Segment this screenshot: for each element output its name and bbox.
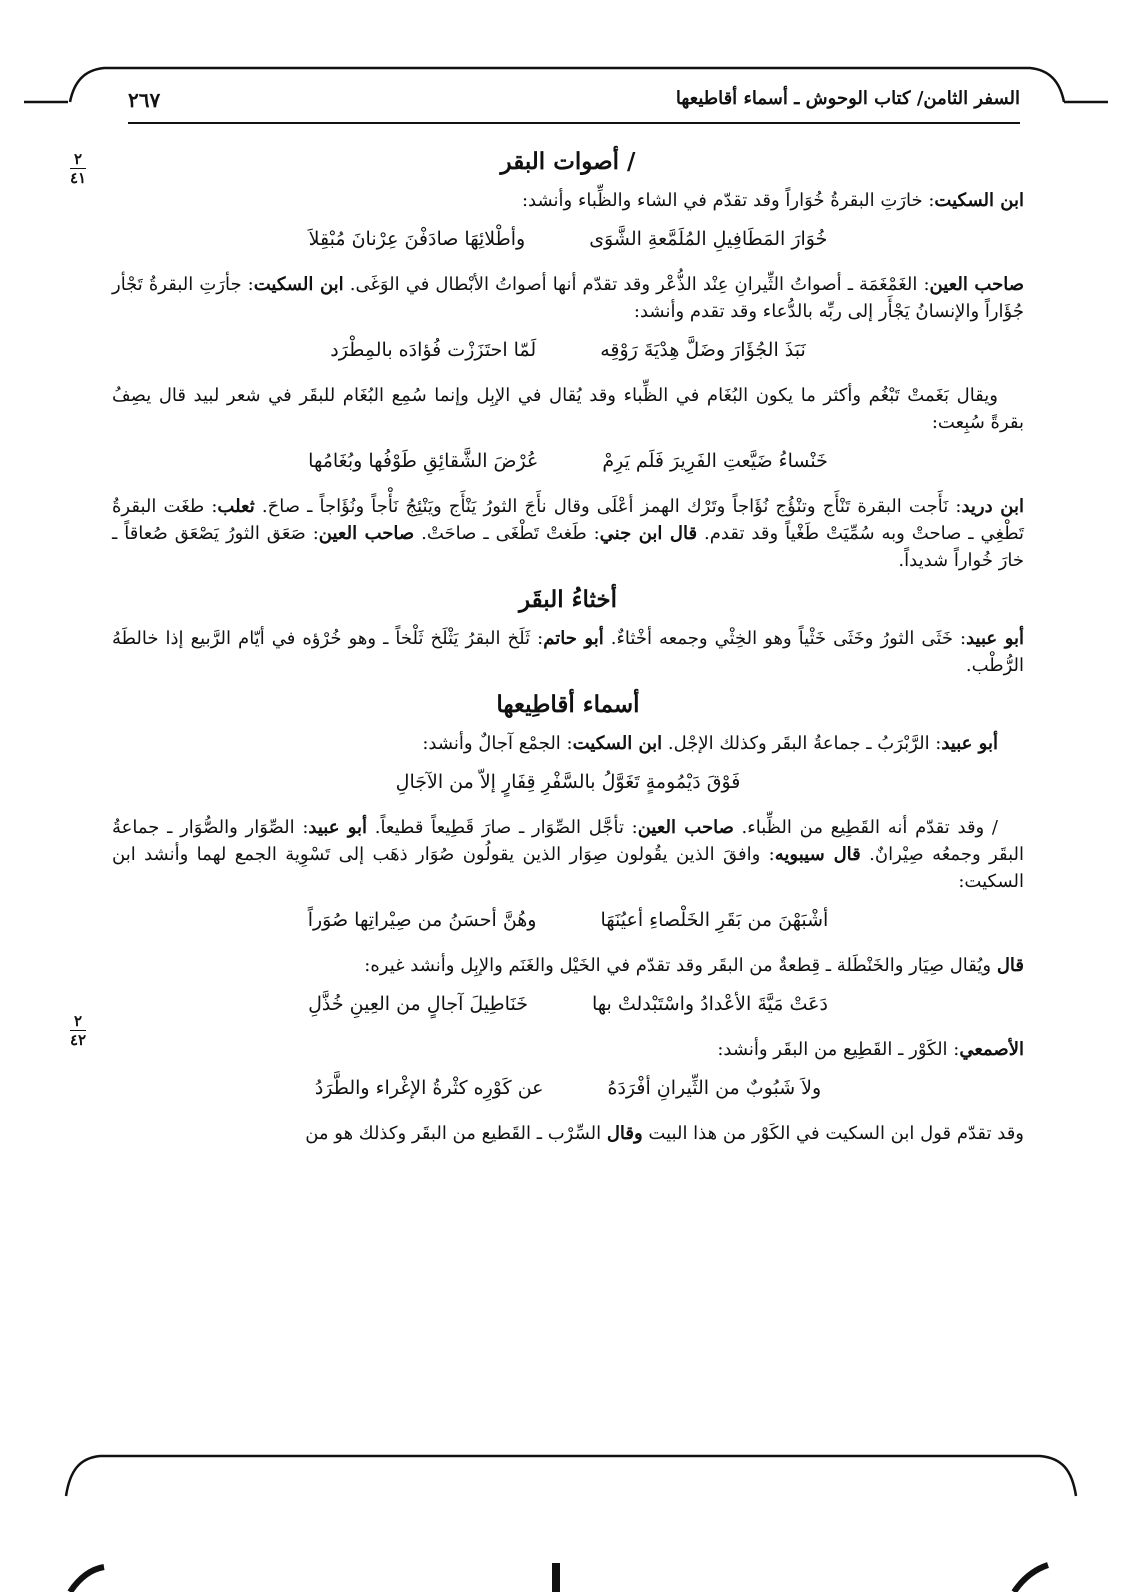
paragraph-text: : الرَّبْرَبُ ـ جماعةُ البقَر وكذلك الإجْل. [662,733,942,754]
citation-name: ابن السكيت [572,733,663,754]
verse-first-hemistich: نَبَذَ الجُؤَارَ وضَلَّ هِدْيَةَ رَوْقِه [600,339,806,361]
citation-name: صاحب العين [637,817,734,838]
citation-name: الأصمعي [959,1039,1024,1060]
paragraph-text: / وقد تقدّم أنه القَطِيع من الظِّباء. [733,817,999,838]
page-number: ٢٦٧ [128,88,161,112]
citation-name: وقال [606,1123,643,1144]
verse [112,991,1024,1018]
paragraph-text: : الصِّوَار والصُّوَار ـ جماعةُ البقَر وجمعُه صِيْرانٌ. [112,817,1024,865]
paragraph [112,493,1024,574]
citation-name: صاحب العين [318,523,415,544]
verse [112,1075,1024,1102]
margin-note-denominator: ٤٢ [70,1031,87,1049]
verse-first-hemistich: خُوَارَ المَطَافِيلِ المُلَمَّعةِ الشَّوَى [589,228,828,250]
citation-name: أبو عبيد [966,628,1024,649]
paragraph-text: : الجمْع آجالٌ وأنشد: [422,733,573,754]
verse-first-hemistich: ولاَ شَبُوبٌ من الثِّيرانِ أفْرَدَهُ [607,1077,822,1099]
citation-name: قال سيبويه [774,844,861,865]
paragraph-text: : الكَوْر ـ القَطِيع من البقَر وأنشد: [717,1039,960,1060]
paragraph-text: : خَثَى الثورُ وخَثَى خَثْياً وهو الخِثْي وجمعه أخْثاءٌ. [603,628,967,649]
paragraph-text: : تأجَّل الصِّوَار ـ صارَ قَطِيعاً قطيعاً. [367,817,638,838]
citation-name: أبو حاتم [543,628,604,649]
verse-second-hemistich: عن كَوْرِه كثْرةُ الإغْراء والطَّرَدُ [314,1077,544,1099]
verse-second-hemistich: وأطْلائِهَا صادَفْنَ عِرْنانَ مُبْقِلاَ [308,228,526,250]
citation-name: أبو عبيد [941,733,998,754]
verse-first-hemistich: أشْبَهْنَ من بَقَرِ الخَلْصاءِ أعيُنَهَا [600,909,829,931]
citation-name: قال [996,955,1024,976]
citation-name: ابن دريد [961,496,1024,517]
paragraph [112,1036,1024,1063]
paragraph-text: : صَعَق الثورُ يَصْعَق صُعاقاً ـ خارَ خُواراً شديداً. [112,523,1024,571]
page-header [128,82,1020,124]
paragraph [112,625,1024,679]
verse-first-hemistich: خَنْساءُ ضَيَّعتِ الفَرِيرَ فَلَم يَرِمْ [602,450,828,472]
paragraph-text: : طغَت البقرةُ تَطْغِي ـ صاحتْ وبه سُمِّيَتْ طَغْياً وقد تقدم. [112,496,1024,544]
citation-name: صاحب العين [929,274,1025,295]
paragraph [112,271,1024,325]
citation-name: ابن السكيت [253,274,344,295]
verse-second-hemistich: لَمّا احتَزَزْت فُؤادَه بالمِطْرَد [330,339,537,361]
running-title: السفر الثامن/ كتاب الوحوش ـ أسماء أقاطيعها [675,88,1020,109]
bleed-marks [0,1555,1124,1592]
verse [112,769,1024,796]
margin-note-denominator: ٤١ [70,169,87,187]
paragraph-text: : ثَلَخ البقرُ يَثْلَخ ثَلْخاً ـ وهو خُرْؤه في أيّام الرَّبيع إذا خالطَهُ الرُّطْب. [112,628,1024,676]
verse-second-hemistich: عُرْضَ الشَّقائِقِ طَوْفُها وبُغَامُها [308,450,539,472]
verse [112,226,1024,253]
page-body [112,140,1024,1159]
margin-note [70,150,86,187]
paragraph-text: : الغَمْغَمَة ـ أصواتُ الثِّيرانِ عِنْد الذُّعْر وقد تقدّم أنها أصواتُ الأبْطال في الوَغَى. [343,274,930,295]
paragraph-text: : خارَتِ البقرةُ خُوَاراً وقد تقدّم في الشاء والظِّباء وأنشد: [521,190,935,211]
paragraph-text: ويُقال صِيَار والخَنْطَلة ـ قِطعةٌ من البقَر وقد تقدّم في الخَيْل والغَنَم والإبِل وأنشد غيره: [364,955,997,976]
paragraph [112,730,1024,757]
section-title: / أصوات البقر [500,148,636,175]
section-title: أسماء أقاطِيعها [496,691,640,718]
verse-second-hemistich: وهُنَّ أحسَنُ من صِيْراتِها صُوَراً [307,909,537,931]
verse-second-hemistich: خَنَاطِيلَ آجالٍ من العِينِ خُذَّلِ [308,993,528,1015]
margin-note [70,1012,86,1049]
paragraph [112,952,1024,979]
margin-note-numerator: ٢ [70,150,86,169]
paragraph [112,814,1024,895]
section-title: أخثاءُ البقَر [518,586,618,613]
paragraph-text: وقد تقدّم قول ابن السكيت في الكَوْر من هذا البيت [642,1123,1024,1144]
paragraph [112,187,1024,214]
paragraph-text: : جأرَتِ البقرةُ تَجْأر جُؤَاراً والإنسانُ يَجْأَر إلى ربِّه بالدُّعاء وقد تقدم وأنشد: [112,274,1024,322]
citation-name: أبو عبيد [308,817,368,838]
citation-name: ابن السكيت [934,190,1024,211]
paragraph-text: : نَأَجت البقرة تَنْأَج وتنْؤُج نُؤَاجاً وتَرْك الهمز أعْلَى وقال نأَجَ الثورُ يَنْأَج ويَنْئِجُ نَأْجاً ونُؤَاجاً ـ صاحَ. [254,496,962,517]
verse [112,907,1024,934]
paragraph-text: ويقال بَغَمتْ تَبْغُم وأكثر ما يكون البُغَام في الظِّباء وقد يُقال في الإبِل وإنما سُمِع البُغَام للبقَر في شعر لبيد قال يصِفُ بقرةً سُبِعت: [112,385,1024,433]
margin-note-numerator: ٢ [70,1012,86,1031]
paragraph-text: : طَغتْ تَطْغَى ـ صاحَتْ. [414,523,600,544]
citation-name: قال ابن جني [599,523,698,544]
verse [112,337,1024,364]
citation-name: ثعلب [217,496,255,517]
verse-line: فَوْقَ دَيْمُومةٍ تَغَوَّلُ بالسَّفْرِ قِفَارٍ إلاّ من الآجَالِ [395,771,741,793]
verse [112,448,1024,475]
paragraph-text: : وافقَ الذين يقُولون صِوَار الذين يقولُون صُوَار ذهَب إلى تَسْوِية الجمع لهما وأنشد ابن السكيت: [112,844,1024,892]
paragraph [112,1120,1024,1147]
paragraph-text: السِّرْب ـ القَطيع من البقَر وكذلك هو من [305,1123,607,1144]
paragraph [112,382,1024,436]
verse-first-hemistich: دَعَتْ مَيَّةَ الأعْدادُ واسْتَبْدلتْ بها [591,993,828,1015]
